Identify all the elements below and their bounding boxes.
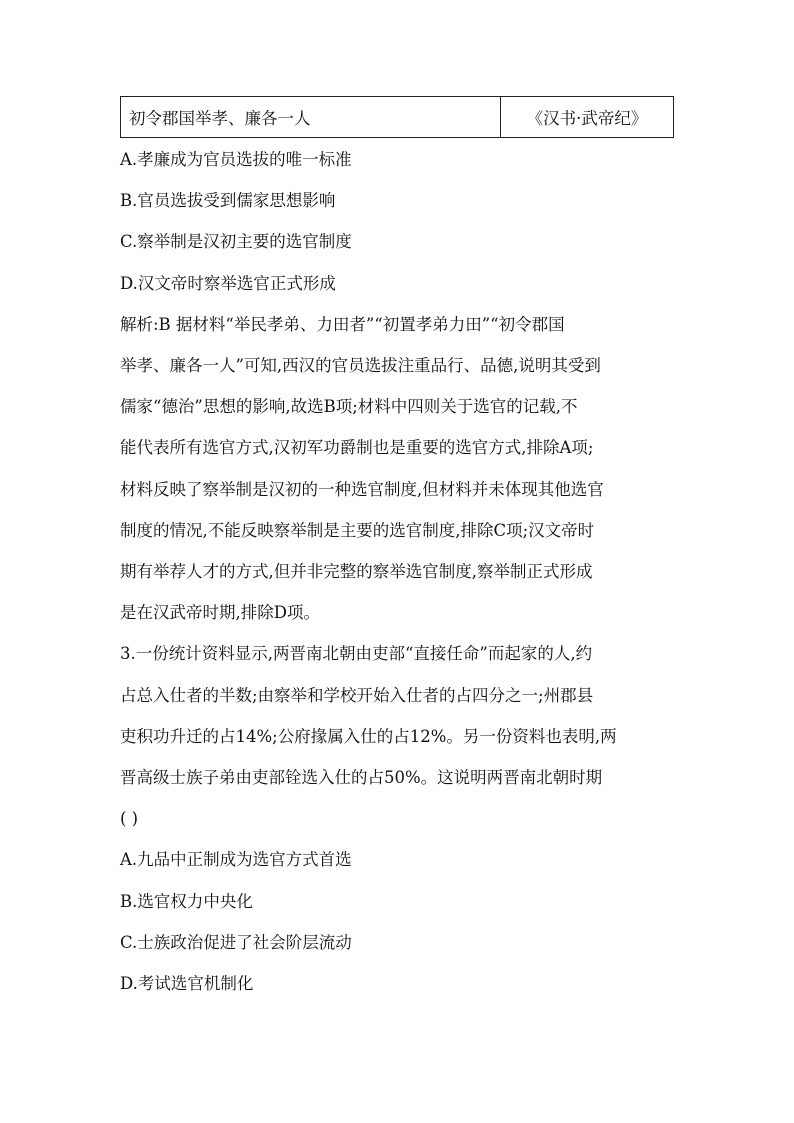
analysis-line: 制度的情况,不能反映察举制是主要的选官制度,排除C项;汉文帝时 xyxy=(120,520,595,540)
source-table xyxy=(120,96,674,138)
q3-option-c: C.士族政治促进了社会阶层流动 xyxy=(120,932,352,952)
document-page xyxy=(120,96,674,1004)
analysis-line: 是在汉武帝时期,排除D项。 xyxy=(120,603,320,623)
q3-stem-line: 3.一份统计资料显示,两晋南北朝由吏部“直接任命”而起家的人,约 xyxy=(120,644,593,664)
q3-options xyxy=(120,839,674,1004)
answer-blank: ( ) xyxy=(120,809,139,829)
q3-stem-line: 吏积功升迁的占14%;公府掾属入仕的占12%。另一份资料也表明,两 xyxy=(120,726,617,746)
analysis-line: 材料反映了察举制是汉初的一种选官制度,但材料并未体现其他选官 xyxy=(120,479,604,499)
q3-option-a: A.九品中正制成为选官方式首选 xyxy=(120,850,352,870)
q2-option-a: A.孝廉成为官员选拔的唯一标准 xyxy=(120,150,352,169)
analysis-line: 解析:B 据材料“举民孝弟、力田者”“初置孝弟力田”“初令郡国 xyxy=(120,314,565,334)
q3-option-d: D.考试选官机制化 xyxy=(120,974,254,994)
table-row xyxy=(121,97,674,138)
q2-analysis xyxy=(120,304,674,634)
analysis-line: 举孝、廉各一人”可知,西汉的官员选拔注重品行、品德,说明其受到 xyxy=(120,356,601,376)
q2-option-b: B.官员选拔受到儒家思想影响 xyxy=(120,191,336,211)
q3-stem-line: 晋高级士族子弟由吏部铨选入仕的占50%。这说明两晋南北朝时期 xyxy=(120,768,603,788)
source-text-cell: 初令郡国举孝、廉各一人 xyxy=(121,97,501,138)
q3-option-b: B.选官权力中央化 xyxy=(120,891,253,911)
q2-option-d: D.汉文帝时察举选官正式形成 xyxy=(120,273,336,293)
q3-stem xyxy=(120,633,674,839)
q2-options xyxy=(120,139,674,304)
analysis-line: 能代表所有选官方式,汉初军功爵制也是重要的选官方式,排除A项; xyxy=(120,438,594,458)
analysis-line: 儒家“德治”思想的影响,故选B项;材料中四则关于选官的记载,不 xyxy=(120,397,578,417)
q2-option-c: C.察举制是汉初主要的选官制度 xyxy=(120,232,352,252)
analysis-line: 期有举荐人才的方式,但并非完整的察举选官制度,察举制正式形成 xyxy=(120,562,593,582)
q3-stem-line: 占总入仕者的半数;由察举和学校开始入仕者的占四分之一;州郡县 xyxy=(120,685,594,705)
source-citation-cell: 《汉书·武帝纪》 xyxy=(501,97,674,138)
